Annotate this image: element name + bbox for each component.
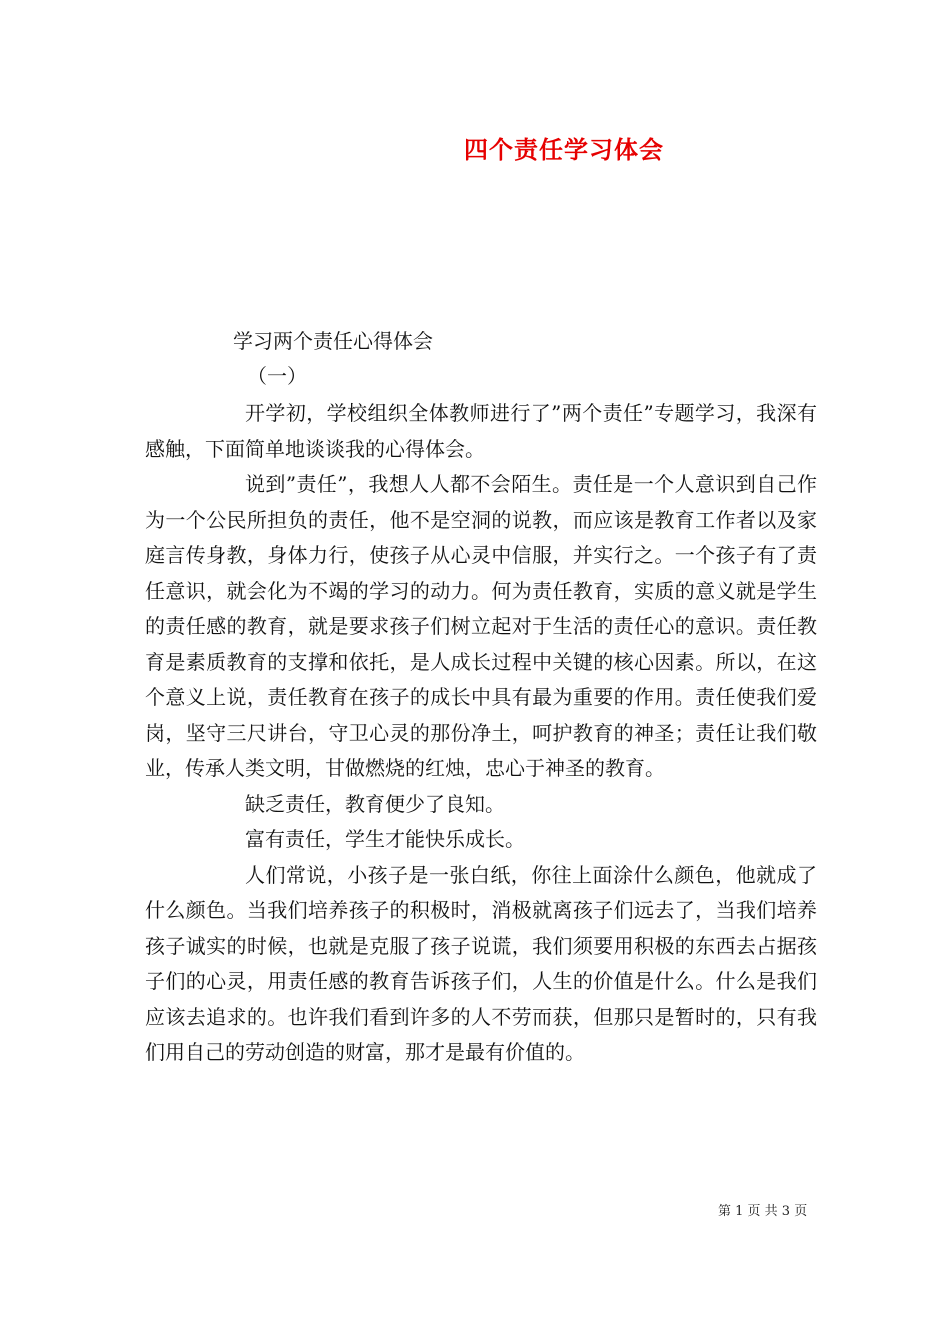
body-text — [145, 396, 817, 1071]
section-marker: （一） — [247, 364, 307, 388]
paragraph-4: 富有责任，学生才能快乐成长。 — [245, 827, 525, 851]
document-title: 四个责任学习体会 — [464, 135, 664, 164]
paragraph-5: 人们常说，小孩子是一张白纸，你往上面涂什么颜色，他就成了什么颜色。当我们培养孩子的积极时，消极就离孩子们远去了，当我们培养孩子诚实的时候，也就是克服了孩子说谎，我们须要用积极的东西去占据孩子们的心灵，用责任感的教育告诉孩子们，人生的价值是什么。什么是我们应该去追求的。也许我们看到许多的人不劳而获，但那只是暂时的，只有我们用自己的劳动创造的财富，那才是最有价值的。 — [145, 862, 817, 1064]
paragraph-1: 开学初，学校组织全体教师进行了”两个责任”专题学习，我深有感触，下面简单地谈谈我的心得体会。 — [145, 401, 817, 461]
document-subtitle: 学习两个责任心得体会 — [233, 329, 433, 353]
paragraph-2: 说到”责任”，我想人人都不会陌生。责任是一个人意识到自己作为一个公民所担负的责任，他不是空洞的说教，而应该是教育工作者以及家庭言传身教，身体力行，使孩子从心灵中信服，并实行之。一个孩子有了责任意识，就会化为不竭的学习的动力。何为责任教育，实质的意义就是学生的责任感的教育，就是要求孩子们树立起对于生活的责任心的意识。责任教育是素质教育的支撑和依托，是人成长过程中关键的核心因素。所以，在这个意义上说，责任教育在孩子的成长中具有最为重要的作用。责任使我们爱岗，坚守三尺讲台，守卫心灵的那份净土，呵护教育的神圣；责任让我们敬业，传承人类文明，甘做燃烧的红烛，忠心于神圣的教育。 — [145, 472, 817, 780]
page-footer: 第 1 页 共 3 页 — [718, 1204, 808, 1219]
paragraph-3: 缺乏责任，教育便少了良知。 — [245, 791, 505, 816]
